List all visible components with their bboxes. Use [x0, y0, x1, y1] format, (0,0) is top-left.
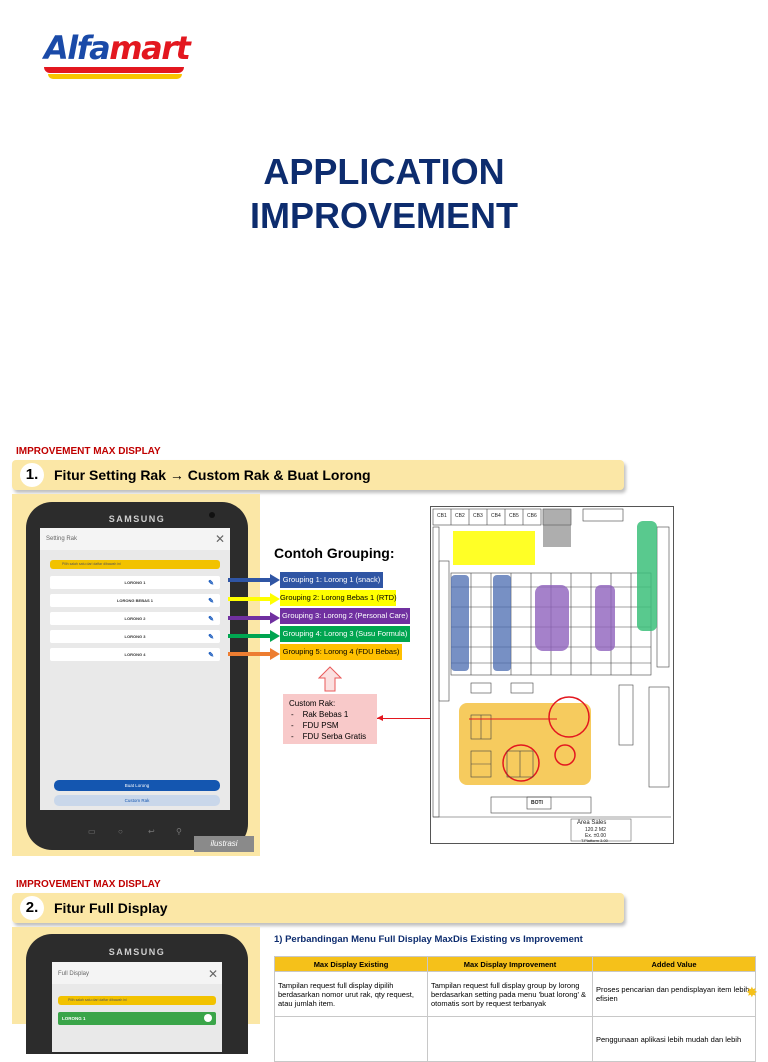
- list-item-lorong-1[interactable]: LORONG 1 ✎: [50, 576, 220, 589]
- arrow-head: [270, 630, 280, 642]
- table-row: [275, 972, 756, 1017]
- table-header: Max Display Existing: [275, 957, 428, 972]
- arrow-group-4: [228, 634, 270, 638]
- pencil-icon[interactable]: ✎: [208, 634, 214, 641]
- ex-label: Ex. ±0.00: [585, 833, 607, 839]
- group-label-2: Grouping 2: Lorong Bebas 1 (RTD): [280, 590, 396, 606]
- arrow-group-1: [228, 578, 270, 582]
- section1-banner: [12, 460, 624, 490]
- logo-yellow-swoosh: [48, 74, 182, 79]
- custom-rak-box: Custom Rak: - Rak Bebas 1 - FDU PSM - FDU Serba Gratis: [283, 694, 377, 744]
- logo-wordmark: Alfamart: [44, 29, 190, 67]
- table-cell: Penggunaan aplikasi lebih mudah dan lebih: [593, 1017, 756, 1062]
- table-cell: [275, 1017, 428, 1062]
- alfamart-logo: [44, 29, 190, 82]
- tablet-brand: SAMSUNG: [108, 947, 166, 957]
- list-item-lorong-bebas-1[interactable]: LORONG BEBAS 1 ✎: [50, 594, 220, 607]
- list-item-lorong-1[interactable]: LORONG 1: [58, 1012, 216, 1025]
- pencil-icon[interactable]: ✎: [208, 616, 214, 623]
- comparison-table: [274, 956, 756, 1062]
- custom-rak-item: - FDU PSM: [291, 721, 339, 730]
- search-icon[interactable]: ⚲: [176, 827, 182, 836]
- table-header: Added Value: [593, 957, 756, 972]
- list-item-lorong-2[interactable]: LORONG 2 ✎: [50, 612, 220, 625]
- pencil-icon[interactable]: ✎: [208, 580, 214, 587]
- table-row: [275, 1017, 756, 1062]
- list-item-lorong-4[interactable]: LORONG 4 ✎: [50, 648, 220, 661]
- section2-number: 2.: [20, 896, 44, 920]
- screen-title: Setting Rak: [46, 536, 78, 542]
- close-icon[interactable]: ✕: [208, 967, 219, 981]
- tablet-device-2: [26, 934, 248, 1054]
- table-cell: Tampilan request full display group by lorong berdasarkan setting pada menu 'buat lorong' & otomatis sort by request terbanyak: [428, 972, 593, 1017]
- section2-banner: [12, 893, 624, 923]
- group-label-5: Grouping 5: Lorong 4 (FDU Bebas): [280, 644, 402, 660]
- area-label: Area Sales: [577, 820, 607, 826]
- custom-rak-item: - Rak Bebas 1: [291, 710, 349, 719]
- notice-banner: Pilih salah satu dari daftar dibawah ini: [50, 560, 220, 569]
- store-floor-plan: [430, 506, 674, 844]
- floor-plan-drawing: [431, 507, 673, 843]
- home-icon[interactable]: ○: [118, 827, 123, 836]
- table-cell: Tampilan request full display dipilih berdasarkan nomor urut rak, qty request, atau jumlah item.: [275, 972, 428, 1017]
- platform-label: T.Platform 3.00: [581, 838, 608, 843]
- toggle-icon[interactable]: [204, 1014, 212, 1022]
- close-icon[interactable]: ✕: [215, 532, 226, 546]
- code-cb4: CB4: [491, 513, 501, 519]
- star-icon: ✸: [746, 984, 758, 1000]
- code-cb1: CB1: [437, 513, 447, 519]
- custom-rak-button[interactable]: Custom Rak: [54, 795, 220, 806]
- arrow-head: [270, 612, 280, 624]
- arrow-head: [270, 648, 280, 660]
- tablet-brand: SAMSUNG: [108, 514, 166, 524]
- ilustrasi-watermark: ilustrasi: [194, 836, 254, 852]
- arrow-group-3: [228, 616, 270, 620]
- up-arrow-icon: [318, 666, 342, 692]
- logo-red-swoosh: [44, 67, 184, 73]
- tablet-screen-2: [52, 962, 222, 1052]
- section2-tag: IMPROVEMENT MAX DISPLAY: [16, 879, 161, 890]
- group-label-4: Grouping 4: Lorong 3 (Susu Formula): [280, 626, 410, 642]
- pencil-icon[interactable]: ✎: [208, 652, 214, 659]
- buat-lorong-button[interactable]: Buat Lorong: [54, 780, 220, 791]
- group-label-3: Grouping 3: Lorong 2 (Personal Care): [280, 608, 410, 624]
- table-title: 1) Perbandingan Menu Full Display MaxDis Existing vs Improvement: [274, 934, 583, 945]
- kasir-label: BOTI: [531, 800, 543, 806]
- back-icon[interactable]: ↩: [148, 827, 155, 836]
- arrow-head: [377, 715, 383, 721]
- code-cb5: CB5: [509, 513, 519, 519]
- area-value: 120.2 M2: [585, 827, 606, 833]
- grouping-title: Contoh Grouping:: [274, 545, 395, 561]
- section1-tag: IMPROVEMENT MAX DISPLAY: [16, 446, 161, 457]
- arrow-head: [270, 574, 280, 586]
- tablet-screen: [40, 528, 230, 810]
- table-cell: Proses pencarian dan pendisplayan item lebih efisien: [593, 972, 756, 1017]
- tablet-device-1: [26, 502, 248, 850]
- pencil-icon[interactable]: ✎: [208, 598, 214, 605]
- code-cb2: CB2: [455, 513, 465, 519]
- page-title: APPLICATION IMPROVEMENT: [249, 151, 518, 236]
- group-label-1: Grouping 1: Lorong 1 (snack): [280, 572, 383, 588]
- screen-title: Full Display: [58, 971, 90, 977]
- arrow-group-2: [228, 597, 270, 601]
- code-cb6: CB6: [527, 513, 537, 519]
- recent-apps-icon[interactable]: ▭: [88, 827, 96, 836]
- code-cb3: CB3: [473, 513, 483, 519]
- custom-rak-item: - FDU Serba Gratis: [291, 732, 367, 741]
- table-header: Max Display Improvement: [428, 957, 593, 972]
- list-item-lorong-3[interactable]: LORONG 3 ✎: [50, 630, 220, 643]
- notice-banner: Pilih salah satu dari daftar dibawah ini: [58, 996, 216, 1005]
- arrow-head: [270, 593, 280, 605]
- section1-heading: Fitur Setting Rak → Custom Rak & Buat Lorong: [54, 467, 371, 483]
- section2-heading: Fitur Full Display: [54, 900, 168, 916]
- section1-number: 1.: [20, 463, 44, 487]
- arrow-group-5: [228, 652, 270, 656]
- table-cell: [428, 1017, 593, 1062]
